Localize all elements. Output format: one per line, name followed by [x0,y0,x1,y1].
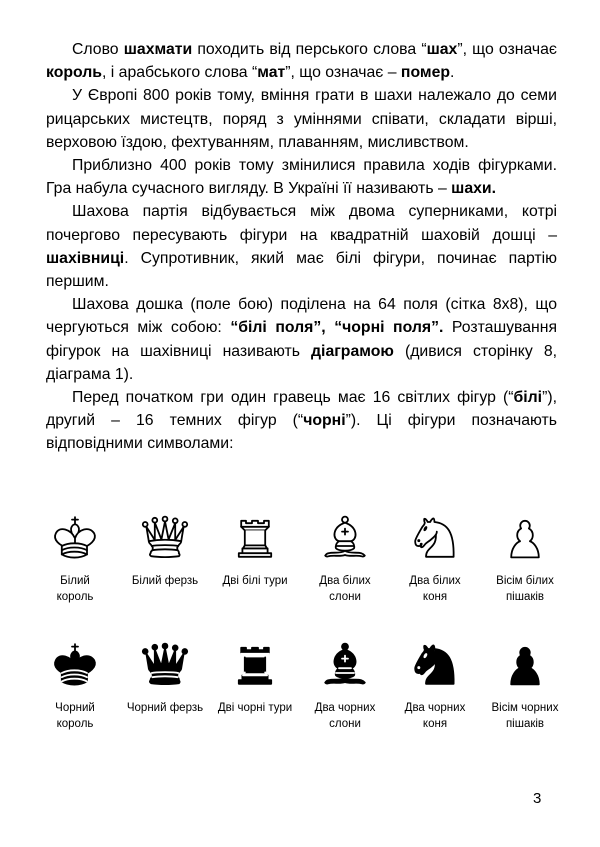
text-run: Шахова партія відбувається між двома суперниками, котрі почергово пересувають фігури на квадратній шаховій дошці – [46,203,557,244]
text-run: ”, що означає – [285,64,401,82]
paragraph [46,38,557,84]
text-run: (дивися сторінку 8, діаграма 1). [46,342,558,383]
body-text [46,38,557,456]
piece-caption: Вісім чорних пішаків [491,702,559,730]
paragraph [46,84,557,154]
piece-caption: Чорний ферзь [126,702,204,714]
black-queen-icon [138,635,192,693]
white-pieces-row [30,508,570,605]
piece-caption: Білий ферзь [131,575,199,587]
chess-piece-white-pawn [480,508,570,605]
chess-piece-black-pawn [480,635,570,732]
text-run: . Супротивник, який має білі фігури, починає партію першим. [46,249,557,291]
paragraph [46,386,557,456]
black-king-icon [48,635,102,693]
bold-term: шахмати [123,41,193,58]
piece-caption: Чорний король [55,702,95,730]
text-run: Приблизно 400 років тому змінилися правила ходів фігурками. Гра набула сучасного вигляду. В Україні її називають – [46,157,557,198]
bold-term: чорні [303,412,346,430]
white-queen-icon [138,508,192,566]
text-run: Слово [72,41,124,58]
text-run: ”). Ці фігури позначають відповідними символами: [46,412,557,453]
white-king-icon [48,508,102,566]
text-run: Перед початком гри один гравець має 16 світлих фігур (“ [72,389,514,407]
piece-caption: Два білих слони [319,575,371,603]
bold-term: король [46,64,102,82]
chess-piece-white-bishop [300,508,390,605]
bold-term: білі [513,389,543,407]
piece-caption: Дві чорні тури [217,702,293,714]
white-pawn-icon [498,508,552,566]
bold-term: шахівниці [46,249,125,267]
text-run: , і арабського слова “ [102,64,258,82]
piece-caption: Два чорних слони [314,702,376,730]
piece-caption: Дві білі тури [222,575,288,587]
piece-caption: Білий король [56,575,94,603]
text-run: ”), другий – 16 темних фігур (“ [46,389,557,430]
bold-term: діаграмою [311,342,394,360]
bold-term: шахи. [451,180,496,198]
black-bishop-icon [318,635,372,693]
white-bishop-icon [318,508,372,566]
bold-term: помер [400,64,451,82]
black-rook-icon [228,635,282,693]
chess-piece-white-queen [120,508,210,605]
chess-piece-white-knight [390,508,480,605]
chess-piece-white-king [30,508,120,605]
bold-term: “білі поля”, “чорні поля”. [230,319,444,337]
text-run: Розташування фігурок на шахівниці називають [46,319,558,360]
page-number: 3 [533,790,542,807]
chess-piece-black-bishop [300,635,390,732]
piece-caption: Два білих коня [409,575,461,603]
paragraph [46,293,557,386]
text-run: Шахова дошка (поле бою) поділена на 64 поля (сітка 8x8), що чергуються між собою: [46,296,557,337]
bold-term: мат [257,64,286,82]
bold-term: шах [426,41,458,58]
piece-caption: Два чорних коня [404,702,466,730]
white-knight-icon [408,508,462,566]
text-run: . [450,64,455,82]
piece-caption: Вісім білих пішаків [496,575,554,603]
chess-piece-black-knight [390,635,480,732]
black-pawn-icon [498,635,552,693]
white-rook-icon [228,508,282,566]
chess-piece-black-queen [120,635,210,732]
black-knight-icon [408,635,462,693]
text-run: У Європі 800 років тому, вміння грати в шахи належало до семи рицарських мистецтв, поряд з уміннями співати, складати вірші, верховою їздою, фехтуванням, плаванням, мисливством. [46,87,557,151]
black-pieces-row [30,635,570,732]
text-run: ”, що означає [457,41,557,58]
chess-piece-black-king [30,635,120,732]
chess-piece-white-rook [210,508,300,605]
paragraph [46,154,557,200]
paragraph [46,200,557,293]
text-run: походить від перського слова “ [192,41,427,58]
chess-piece-black-rook [210,635,300,732]
